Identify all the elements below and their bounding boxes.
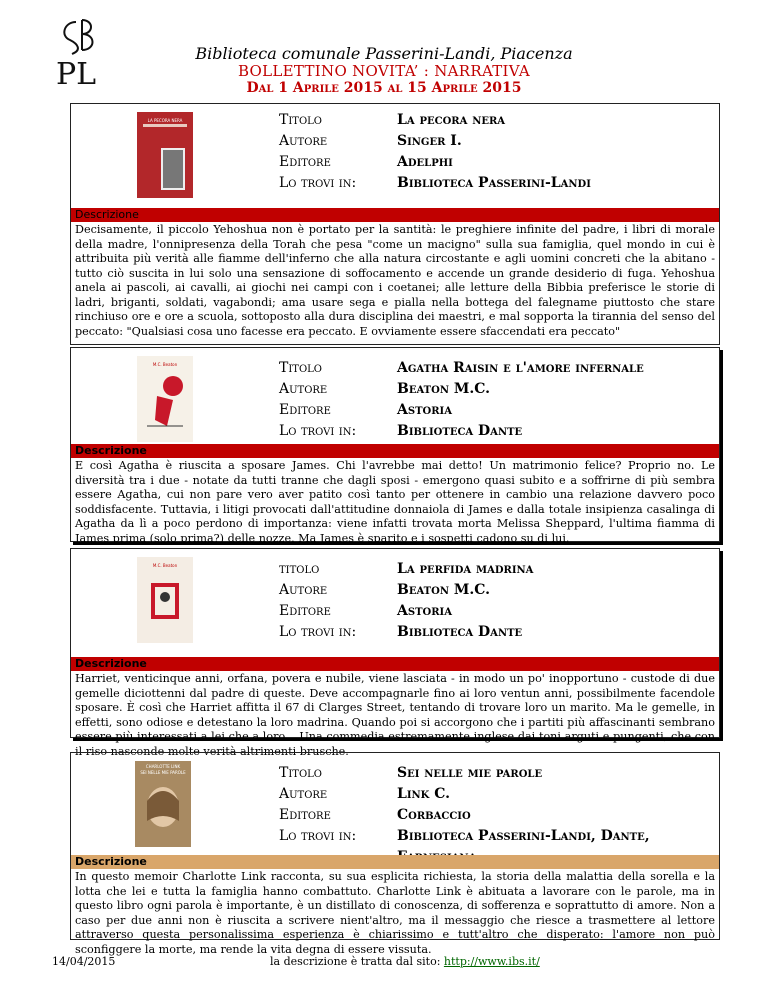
book-description: E così Agatha è riuscita a sposare James. Chi l'avrebbe mai detto! Un matrimonio felice? Proprio no. Le diversità tra i due - notate da tutti tranne che dagli sposi - emergono quasi subito e a soffrirne di più sembra essere Agatha, cui non pare vero aver patito così tanto per ottenere in cambio una relazione davvero poco soddisfacente. Tuttavia, i litigi provocati dall'attitudine donnaiola di James e dalla totale insipienza casalinga di Agatha da lì a poco perdono di importanza: viene infatti trovata morta Melissa Sheppard, l'ultima fiamma di James prima (solo prima?) delle nozze. Ma James è sparito e i sospetti cadono su di lui. — [75, 459, 715, 545]
book-entry — [70, 347, 720, 545]
book-location: Biblioteca Passerini-Landi — [397, 175, 591, 191]
svg-text:M.C. Beaton: M.C. Beaton — [152, 362, 178, 367]
book-description: In questo memoir Charlotte Link racconta, su sua esplicita richiesta, la storia della malattia della sorella e la lotta che lei e tutta la famiglia hanno combattuto. Charlotte Link è abituata a lavorare con le parole, ma in questo libro ogni parola è importante, è un distillato di conoscenza, di sofferenza e soprattutto di amore. Non a caso per due anni non è riuscita a scrivere nient'altro, ma il messaggio che riesce a trasmettere al lettore attraverso questa personalissima esperienza è chiarissimo e tutt'altro che disperato: l'amore non può sconfiggere la morte, ma rende la vita degna di essere vissuta. — [75, 870, 715, 956]
book-fields — [279, 763, 717, 868]
book-location: Biblioteca Dante — [397, 624, 523, 640]
label-titolo: Titolo — [279, 360, 322, 376]
book-description: Harriet, venticinque anni, orfana, povera e nubile, viene lasciata - in modo un po' inopportuno - custode di due gemelle diciottenni dal padre di queste. Deve accompagnarle fino ai loro ventun anni, possibilmente facendole sposare. È così che Harriet affitta il 67 di Clarges Street, tentando di trovare loro un marito. Ma le gemelle, in effetti, sono odiose e detestano la loro madrina. Quando poi si accorgono che i partiti più affascinanti sembrano essere più interessati a lei che a loro... Una commedia estremamente inglese dai toni arguti e pungenti, che con il riso nasconde molte verità altrimenti brusche. — [75, 672, 715, 758]
book-author: Singer I. — [397, 133, 462, 149]
svg-text:M.C. Beaton: M.C. Beaton — [152, 563, 178, 568]
book-title: Sei nelle mie parole — [397, 765, 543, 781]
label-lo-trovi: Lo trovi in: — [279, 828, 357, 844]
book-cover-agatha-raisin — [137, 356, 193, 442]
label-autore: Autore — [279, 582, 328, 598]
book-publisher: Adelphi — [397, 154, 453, 170]
book-fields — [279, 559, 717, 643]
footer-source-link[interactable]: http://www.ibs.it/ — [443, 955, 540, 968]
book-entry — [70, 103, 720, 345]
label-lo-trovi: Lo trovi in: — [279, 175, 357, 191]
svg-text:LA PECORA NERA: LA PECORA NERA — [147, 118, 183, 123]
book-publisher: Astoria — [397, 603, 452, 619]
svg-text:PL: PL — [56, 57, 97, 86]
book-description: Decisamente, il piccolo Yehoshua non è portato per la santità: le preghiere infinite del padre, i libri di morale della madre, l'onnipresenza della Torah che pesa "come un macigno" sulla sua famiglia, quel mondo in cui è attribuita più verità alle fiamme dell'inferno che alla natura circostante e agli uomini concreti che la abitano - tutto ciò suscita in lui solo una sensazione di soffocamento e accende un grande desiderio di fuga. Yehoshua anela ai pascoli, ai cavalli, ai giochi nei campi con i coetanei; alle letture della Bibbia preferisce le storie di ladri, briganti, soldati, vagabondi; ama usare sega e pialla nella bottega del falegname piuttosto che stare rinchiuso ore e ore a scuola, sottoposto alla dura disciplina dei maestri, e mal sopporta la tirannia del senso del peccato: "Qualsiasi cosa uno facesse era peccato. E ovviamente essere sfaccendati era peccato" — [75, 223, 715, 338]
label-autore: Autore — [279, 133, 328, 149]
footer-date: 14/04/2015 — [52, 955, 116, 968]
book-location: Biblioteca Passerini-Landi, Dante, — [397, 828, 650, 844]
bulletin-subtitle: BOLLETTINO NOVITA’ : NARRATIVA — [237, 62, 531, 80]
label-lo-trovi: Lo trovi in: — [279, 423, 357, 439]
description-header: Descrizione — [71, 208, 719, 222]
label-autore: Autore — [279, 786, 328, 802]
book-publisher: Corbaccio — [397, 807, 471, 823]
book-entry — [70, 752, 720, 956]
library-title: Biblioteca comunale Passerini-Landi, Piacenza — [195, 44, 573, 63]
label-editore: Editore — [279, 402, 331, 418]
svg-text:CHARLOTTE LINK: CHARLOTTE LINK — [145, 764, 181, 769]
label-editore: Editore — [279, 154, 331, 170]
label-lo-trovi: Lo trovi in: — [279, 624, 357, 640]
svg-text:SEI NELLE MIE PAROLE: SEI NELLE MIE PAROLE — [140, 770, 186, 775]
book-cover-pecora-nera — [137, 112, 193, 198]
label-titolo: titolo — [279, 561, 320, 577]
book-title: La pecora nera — [397, 112, 506, 128]
label-titolo: Titolo — [279, 765, 322, 781]
label-editore: Editore — [279, 807, 331, 823]
book-author: Beaton M.C. — [397, 582, 490, 598]
book-entry — [70, 548, 720, 758]
footer-source — [270, 955, 540, 968]
label-titolo: Titolo — [279, 112, 322, 128]
book-cover-perfida-madrina — [137, 557, 193, 643]
book-location: Biblioteca Dante — [397, 423, 523, 439]
label-editore: Editore — [279, 603, 331, 619]
book-title: La perfida madrina — [397, 561, 534, 577]
label-autore: Autore — [279, 381, 328, 397]
book-fields — [279, 110, 717, 194]
description-header: Descrizione — [71, 444, 719, 458]
date-range: Dal 1 Aprile 2015 al 15 Aprile 2015 — [246, 80, 522, 96]
book-publisher: Astoria — [397, 402, 452, 418]
book-author: Link C. — [397, 786, 450, 802]
footer-source-text: la descrizione è tratta dal sito: — [270, 955, 441, 968]
book-author: Beaton M.C. — [397, 381, 490, 397]
description-header: Descrizione — [71, 657, 719, 671]
description-header: Descrizione — [71, 855, 719, 869]
book-cover-sei-nelle-mie-parole — [133, 761, 193, 847]
book-fields — [279, 358, 717, 442]
book-title: Agatha Raisin e l'amore infernale — [397, 360, 644, 376]
